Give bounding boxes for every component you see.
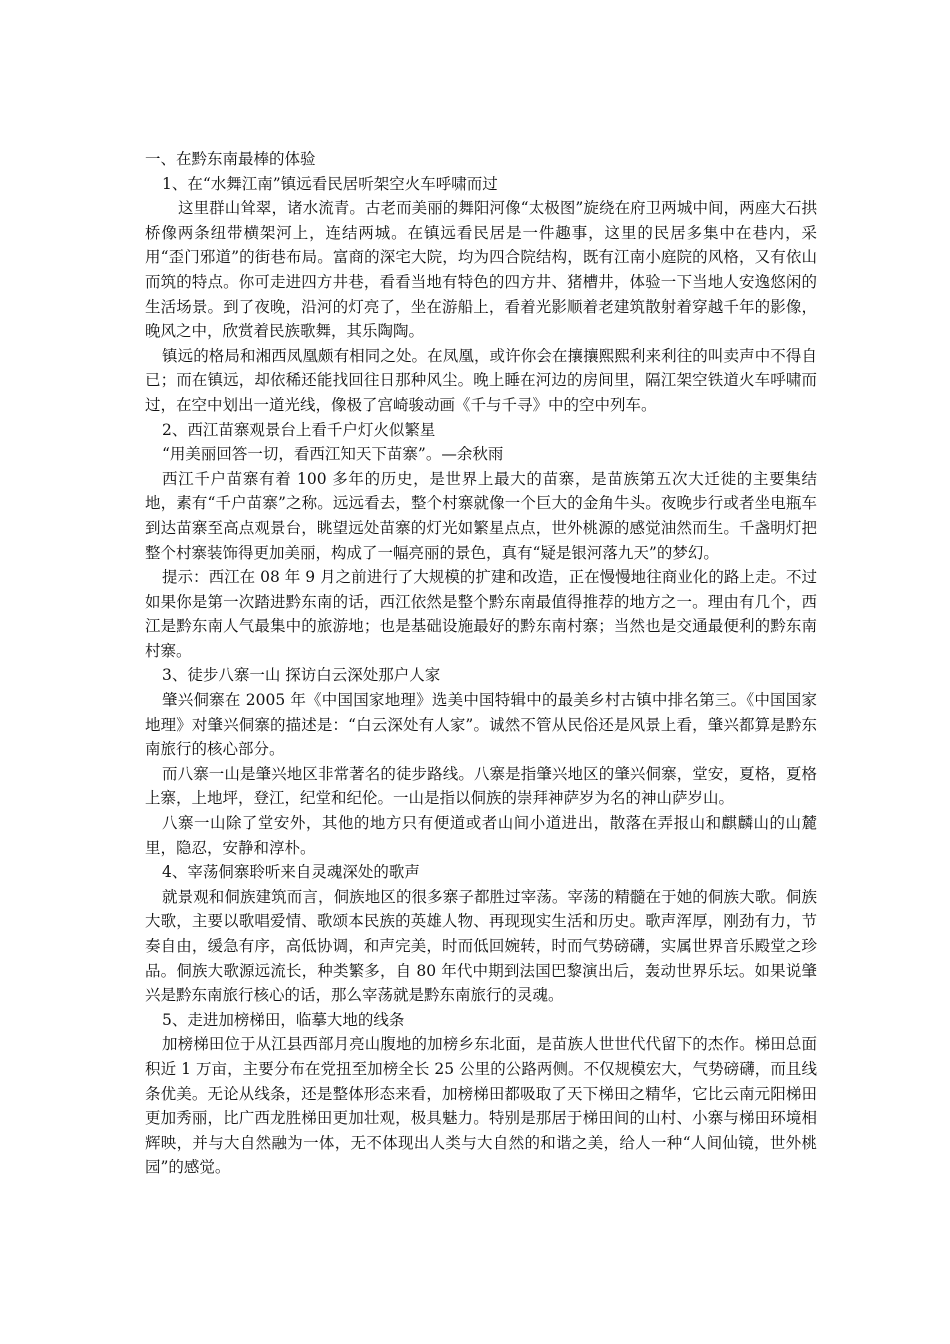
paragraph: 肇兴侗寨在 2005 年《中国国家地理》选美中国特辑中的最美乡村古镇中排名第三。《中国国家地理》对肇兴侗寨的描述是：“白云深处有人家”。诚然不管从民俗还是风景上看，肇兴都算是黔东南旅行的核心部分。 (145, 691, 817, 759)
paragraph: 就景观和侗族建筑而言，侗族地区的很多寨子都胜过宰荡。宰荡的精髓在于她的侗族大歌。侗族大歌，主要以歌唱爱情、歌颂本民族的英雄人物、再现现实生活和历史。歌声浑厚，刚劲有力，节奏自由，缓急有序，高低协调，和声完美，时而低回婉转，时而气势磅礴，实属世界音乐殿堂之珍品。侗族大歌源远流长，种类繁多，自 80 年代中期到法国巴黎演出后，轰动世界乐坛。如果说肇兴是黔东南旅行核心的话，那么宰荡就是黔东南旅行的灵魂。 (145, 887, 817, 1005)
quote: “用美丽回答一切，看西江知天下苗寨”。—余秋雨 (162, 445, 504, 464)
section-title-4: 4、宰荡侗寨聆听来自灵魂深处的歌声 (162, 863, 420, 882)
section-title-5: 5、走进加榜梯田，临摹大地的线条 (162, 1010, 405, 1029)
section-title-2: 2、西江苗寨观景台上看千户灯火似繁星 (162, 420, 436, 439)
paragraph: 加榜梯田位于从江县西部月亮山腹地的加榜乡东北面，是苗族人世世代代留下的杰作。梯田总面积近 1 万亩，主要分布在党扭至加榜全长 25 公里的公路两侧。不仅规模宏大，气势磅礴，而且线条优美。无论从线条，还是整体形态来看，加榜梯田都吸取了天下梯田之精华，它比云南元阳梯田更加秀丽，比广西龙胜梯田更加壮观，极具魅力。特别是那居于梯田间的山村、小寨与梯田环境相辉映，并与大自然融为一体，无不体现出人类与大自然的和谐之美，给人一种“人间仙镜，世外桃园”的感觉。 (145, 1035, 817, 1177)
document-body (145, 147, 817, 1180)
section-title-1: 1、在“水舞江南”镇远看民居听架空火车呼啸而过 (162, 174, 498, 193)
tip-paragraph: 提示：西江在 08 年 9 月之前进行了大规模的扩建和改造，正在慢慢地往商业化的路上走。不过如果你是第一次踏进黔东南的话，西江依然是整个黔东南最值得推荐的地方之一。理由有几个，西江是黔东南人气最集中的旅游地；也是基础设施最好的黔东南村寨；当然也是交通最便利的黔东南村寨。 (145, 568, 817, 660)
paragraph: 镇远的格局和湘西凤凰颇有相同之处。在凤凰，或许你会在攘攘熙熙利来利往的叫卖声中不得自已；而在镇远，却依稀还能找回往日那种风尘。晚上睡在河边的房间里，隔江架空铁道火车呼啸而过，在空中划出一道光线，像极了宫崎骏动画《千与千寻》中的空中列车。 (145, 346, 817, 414)
paragraph: 西江千户苗寨有着 100 多年的历史，是世界上最大的苗寨，是苗族第五次大迁徙的主要集结地，素有“千户苗寨”之称。远远看去，整个村寨就像一个巨大的金角牛头。夜晚步行或者坐电瓶车到达苗寨至高点观景台，眺望远处苗寨的灯光如繁星点点，世外桃源的感觉油然而生。千盏明灯把整个村寨装饰得更加美丽，构成了一幅亮丽的景色，真有“疑是银河落九天”的梦幻。 (145, 469, 817, 562)
paragraph: 八寨一山除了堂安外，其他的地方只有便道或者山间小道进出，散落在弄报山和麒麟山的山麓里，隐忍，安静和淳朴。 (145, 814, 817, 857)
paragraph: 而八寨一山是肇兴地区非常著名的徒步路线。八寨是指肇兴地区的肇兴侗寨，堂安，夏格，夏格上寨，上地坪，登江，纪堂和纪伦。一山是指以侗族的崇拜神萨岁为名的神山萨岁山。 (145, 764, 817, 808)
paragraph: 这里群山耸翠，诸水流青。古老而美丽的舞阳河像“太极图”旋绕在府卫两城中间，两座大石拱桥像两条纽带横架河上，连结两城。在镇远看民居是一件趣事，这里的民居多集中在巷内，采用“歪门邪道”的街巷布局。富商的深宅大院，均为四合院结构，既有江南小庭院的风格，又有依山而筑的特点。你可走进四方井巷，看看当地有特色的四方井、猪槽井，体验一下当地人安逸悠闲的生活场景。到了夜晚，沿河的灯亮了，坐在游船上，看着光影顺着老建筑散射着穿越千年的影像，晚风之中，欣赏着民族歌舞，其乐陶陶。 (145, 199, 817, 341)
main-heading: 一、在黔东南最棒的体验 (145, 150, 316, 168)
section-title-3: 3、徒步八寨一山 探访白云深处那户人家 (162, 666, 441, 685)
